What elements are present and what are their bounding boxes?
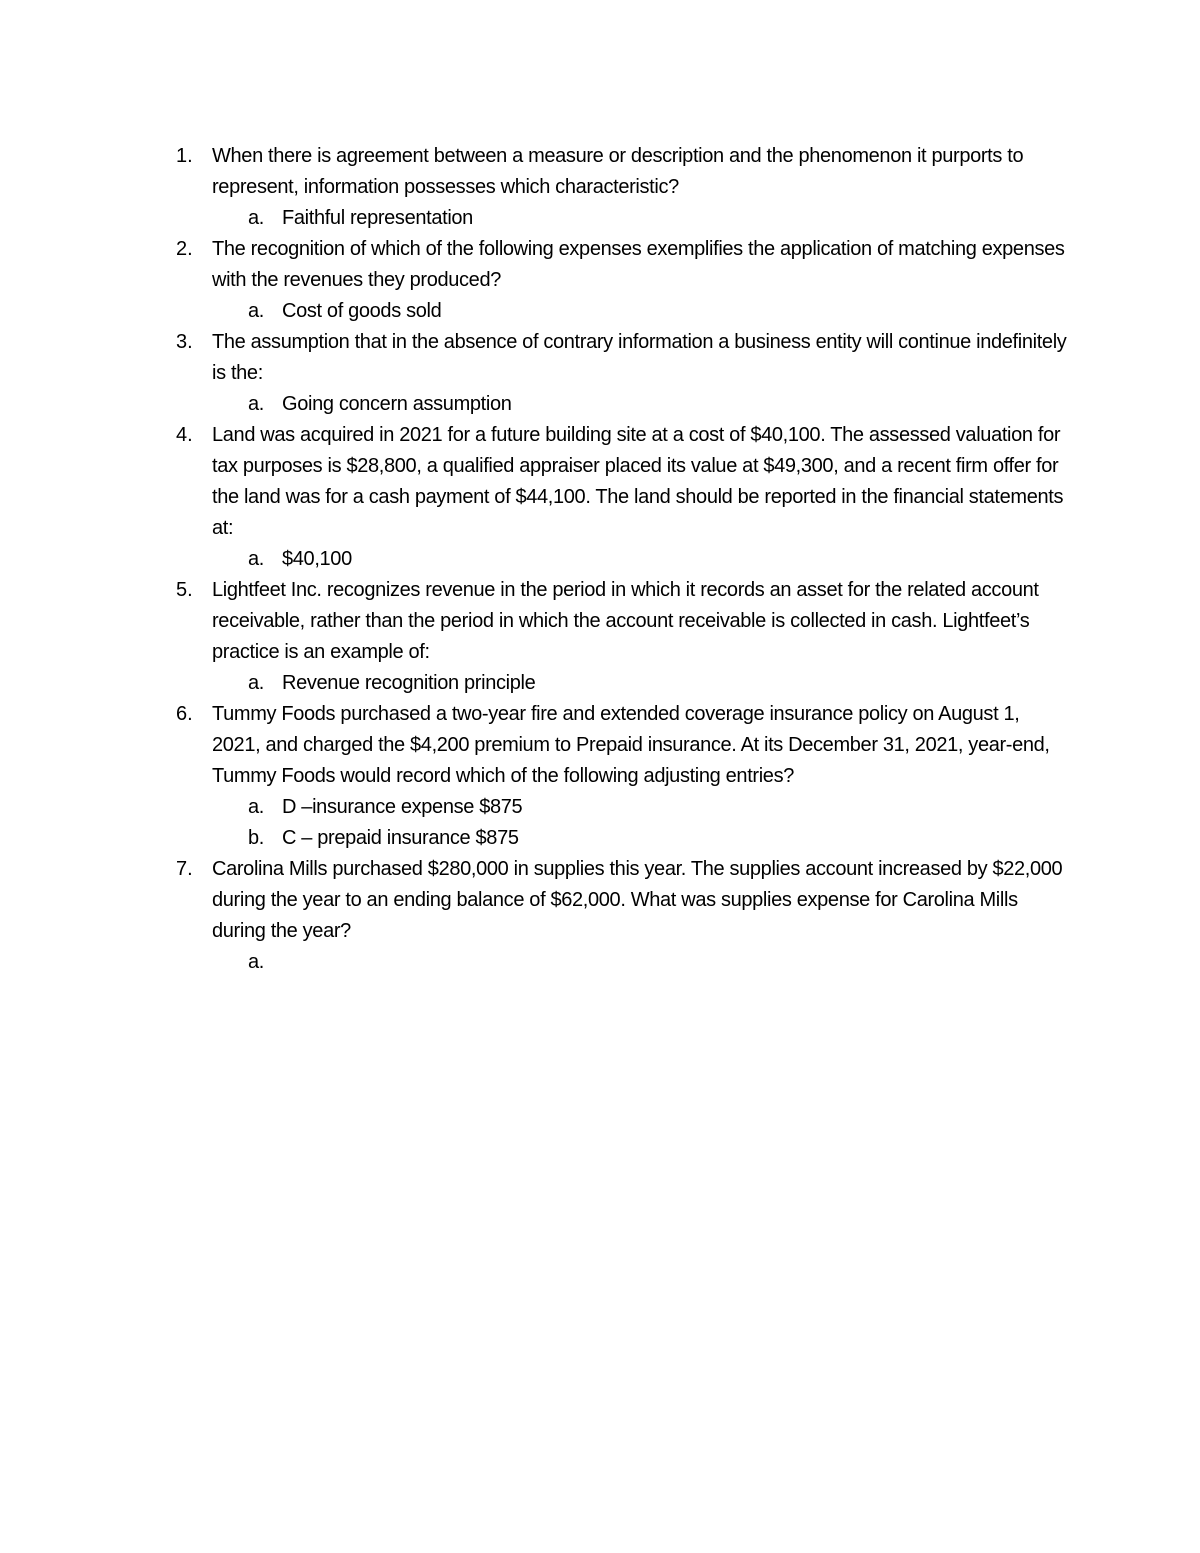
question-item-6 xyxy=(170,699,1070,854)
answer-list xyxy=(212,203,1070,234)
question-item-4 xyxy=(170,420,1070,575)
question-item-3 xyxy=(170,327,1070,420)
answer-list xyxy=(212,296,1070,327)
question-text: Land was acquired in 2021 for a future building site at a cost of $40,100. The assessed valuation for tax purposes is $28,800, a qualified appraiser placed its value at $49,300, and a recent firm offer for the land was for a cash payment of $44,100. The land should be reported in the financial statements at: xyxy=(212,424,1064,539)
answer-item xyxy=(212,389,1070,420)
answer-item xyxy=(212,203,1070,234)
question-text: The assumption that in the absence of contrary information a business entity will continue indefinitely is the: xyxy=(212,331,1067,384)
answer-list xyxy=(212,389,1070,420)
question-number: 5. xyxy=(176,579,193,601)
answer-text: Faithful representation xyxy=(282,207,473,229)
answer-item xyxy=(212,296,1070,327)
answer-text: $40,100 xyxy=(282,548,352,570)
question-text: Lightfeet Inc. recognizes revenue in the period in which it records an asset for the related account receivable, rather than the period in which the account receivable is collected in cash. Lightfeet’s practice is an example of: xyxy=(212,579,1039,663)
answer-item xyxy=(212,668,1070,699)
answer-list xyxy=(212,792,1070,854)
answer-letter: a. xyxy=(248,300,264,322)
answer-text: Revenue recognition principle xyxy=(282,672,536,694)
answer-letter: a. xyxy=(248,796,264,818)
answer-text: C – prepaid insurance $875 xyxy=(282,827,519,849)
question-item-5 xyxy=(170,575,1070,699)
answer-list xyxy=(212,668,1070,699)
answer-item xyxy=(212,823,1070,854)
question-item-2 xyxy=(170,234,1070,327)
answer-text: Cost of goods sold xyxy=(282,300,442,322)
question-number: 1. xyxy=(176,145,193,167)
question-number: 2. xyxy=(176,238,193,260)
answer-letter: a. xyxy=(248,672,264,694)
question-text: Tummy Foods purchased a two-year fire and extended coverage insurance policy on August 1, 2021, and charged the $4,200 premium to Prepaid insurance. At its December 31, 2021, year-end, Tummy Foods would record which of the following adjusting entries? xyxy=(212,703,1050,787)
question-text: Carolina Mills purchased $280,000 in supplies this year. The supplies account increased by $22,000 during the year to an ending balance of $62,000. What was supplies expense for Carolina Mills during the year? xyxy=(212,858,1063,942)
question-list xyxy=(170,141,1070,978)
answer-list xyxy=(212,947,1070,978)
question-number: 4. xyxy=(176,424,193,446)
question-number: 6. xyxy=(176,703,193,725)
answer-text: D –insurance expense $875 xyxy=(282,796,523,818)
question-item-7 xyxy=(170,854,1070,978)
answer-list xyxy=(212,544,1070,575)
answer-letter: a. xyxy=(248,207,264,229)
question-text: The recognition of which of the following expenses exemplifies the application of matching expenses with the revenues they produced? xyxy=(212,238,1065,291)
question-number: 3. xyxy=(176,331,193,353)
answer-text: Going concern assumption xyxy=(282,393,512,415)
question-item-1 xyxy=(170,141,1070,234)
answer-item xyxy=(212,544,1070,575)
answer-item xyxy=(212,947,1070,978)
question-text: When there is agreement between a measure or description and the phenomenon it purports to represent, information possesses which characteristic? xyxy=(212,145,1024,198)
answer-letter: b. xyxy=(248,827,264,849)
question-number: 7. xyxy=(176,858,193,880)
answer-letter: a. xyxy=(248,548,264,570)
answer-letter: a. xyxy=(248,951,264,973)
answer-letter: a. xyxy=(248,393,264,415)
answer-item xyxy=(212,792,1070,823)
